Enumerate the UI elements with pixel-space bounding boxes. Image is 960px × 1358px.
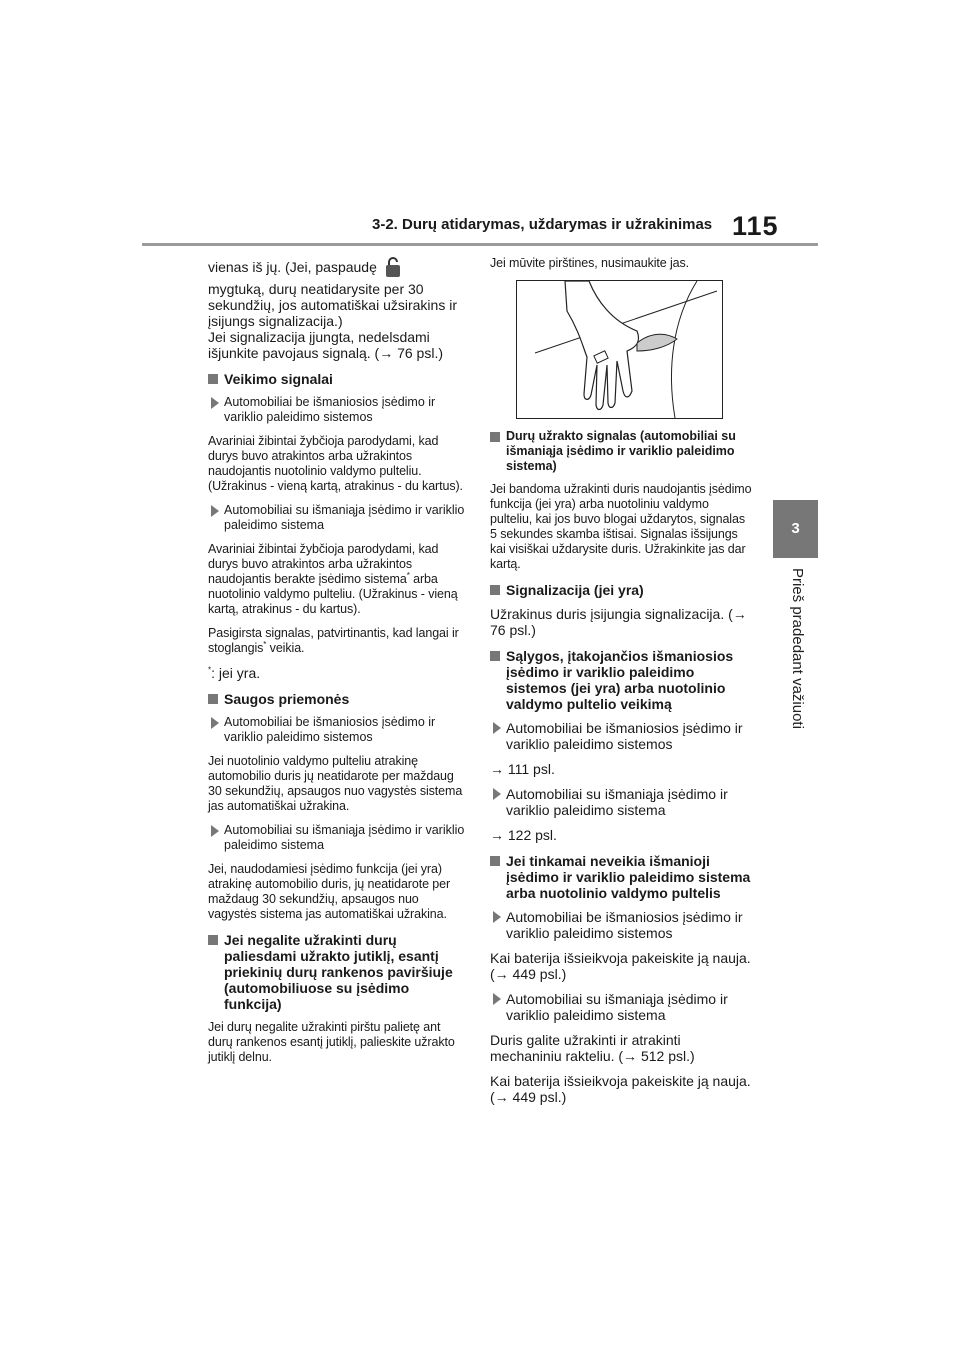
lock-icon [385,256,401,281]
paragraph-auto-relock-smart: Jei, naudodamiesi įsėdimo funkcija (jei yra) atrakinę automobilio duris, jų neatidarote per maždaug 30 sekundžių, apsaugos nuo vagystės sistema jas automatiškai užrakina. [208,862,451,921]
right-column [490,256,752,1114]
paragraph-hazard-smart [208,542,466,617]
text: Avariniai žibintai žybčioja parodydami, kad durys buvo atrakintos arba užrakintos naudojantis berakte įsėdimo sistema [208,542,439,586]
heading-alarm: Signalizacija (jei yra) [490,582,752,598]
header-rule [142,243,818,246]
heading-lock-buzzer: Durų užrakto signalas (automobiliai su išmaniąja įsėdimo ir variklio paleidimo sistema) [490,429,752,474]
paragraph-gloves: Jei mūvite pirštines, nusimaukite jas. [490,256,690,270]
paragraph-hazard-remote: Avariniai žibintai žybčioja parodydami, kad durys buvo atrakintos arba užrakintos naudojantis nuotolinio valdymo pulteliu. (Užrakinus - vieną kartą, atrakinus - du kartus). [208,434,463,493]
paragraph-battery: Kai baterija išsieikvoja pakeiskite ją nauja. (→ 449 psl.) [490,950,751,982]
paragraph-window-signal [208,626,466,656]
text: arba nuotolinio valdymo pulteliu. (Užrakinus - vieną kartą, atrakinus - du kartus). [208,572,458,616]
text: Pasigirsta signalas, patvirtinantis, kad langai ir stoglangis [208,626,459,655]
paragraph-lock-sensor: Jei durų negalite užrakinti pirštu palietę ant durų rankenos esantį jutiklį, palieskite užrakto jutiklį delnu. [208,1020,455,1064]
subheading-no-smart-entry: Automobiliai be išmaniosios įsėdimo ir variklio paleidimo sistemos [490,909,752,941]
paragraph-lock-buzzer: Jei bandoma užrakinti duris naudojantis įsėdimo funkcija (jei yra) arba nuotoliniu valdymo pulteliu, kai jos buvo blogai uždarytos, signalas 5 sekundes skamba ištisai. Signalas išsijungs kai visiškai uždarysite duris. Užrakinkite jas dar kartą. [490,482,752,571]
page-reference: → 111 psl. [490,761,555,777]
paragraph-battery: Kai baterija išsieikvoja pakeiskite ją nauja. (→ 449 psl.) [490,1073,751,1105]
subheading-smart-entry: Automobiliai su išmaniąja įsėdimo ir variklio paleidimo sistema [490,991,752,1023]
subheading-no-smart-entry: Automobiliai be išmaniosios įsėdimo ir variklio paleidimo sistemos [208,715,466,745]
footnote-mark: * [263,639,267,649]
page-reference: → 122 psl. [490,827,557,843]
subheading-smart-entry: Automobiliai su išmaniąja įsėdimo ir variklio paleidimo sistema [208,823,466,853]
footnote-mark: * [208,665,212,675]
intro-text-1: vienas iš jų. (Jei, paspaudę [208,259,377,275]
hand-door-handle-illustration [516,280,723,419]
chapter-tab [773,500,818,558]
paragraph-alarm: Užrakinus duris įsijungia signalizacija. (→ 76 psl.) [490,606,747,638]
heading-malfunction: Jei tinkamai neveikia išmanioji įsėdimo ir variklio paleidimo sistema arba nuotolinio valdymo pultelis [490,853,752,901]
heading-security: Saugos priemonės [208,691,466,707]
subheading-smart-entry: Automobiliai su išmaniąja įsėdimo ir variklio paleidimo sistema [208,503,466,533]
heading-conditions: Sąlygos, įtakojančios išmaniosios įsėdimo ir variklio paleidimo sistemos (jei yra) arba nuotolinio valdymo pultelio veikimą [490,648,752,712]
footnote-mark: * [406,570,410,580]
subheading-smart-entry: Automobiliai su išmaniąja įsėdimo ir variklio paleidimo sistema [490,786,752,818]
subheading-no-smart-entry: Automobiliai be išmaniosios įsėdimo ir variklio paleidimo sistemos [208,395,466,425]
subheading-no-smart-entry: Automobiliai be išmaniosios įsėdimo ir variklio paleidimo sistemos [490,720,752,752]
text: veikia. [266,641,305,655]
paragraph-auto-relock-remote: Jei nuotolinio valdymo pulteliu atrakinę automobilio duris jų neatidarote per maždaug 30 sekundžių, apsaugos nuo vagystės sistema jas automatiškai užrakina. [208,754,463,813]
intro-text-3: Jei signalizacija įjungta, nedelsdami išjunkite pavojaus signalą. (→ 76 psl.) [208,329,444,361]
paragraph-mechanical-key: Duris galite užrakinti ir atrakinti mechaniniu rakteliu. (→ 512 psl.) [490,1032,695,1064]
heading-lock-sensor: Jei negalite užrakinti durų paliesdami užrakto jutiklį, esantį priekinių durų rankenos paviršiuje (automobiliuose su įsėdimo funkcija) [208,932,466,1012]
intro-text-2: mygtuką, durų neatidarysite per 30 sekundžių, jos automatiškai užsirakins ir įsijungs signalizacija.) [208,281,457,329]
footnote-text: : jei yra. [211,665,261,681]
footnote [208,665,466,681]
section-title: 3-2. Durų atidarymas, uždarymas ir užrakinimas [372,216,713,233]
intro-paragraph [208,256,466,361]
chapter-title: Prieš pradedant važiuoti [789,568,806,729]
page-number: 115 [732,211,779,241]
heading-operation-signals: Veikimo signalai [208,371,466,387]
chapter-tab-number: 3 [791,520,800,537]
left-column [208,256,466,1074]
